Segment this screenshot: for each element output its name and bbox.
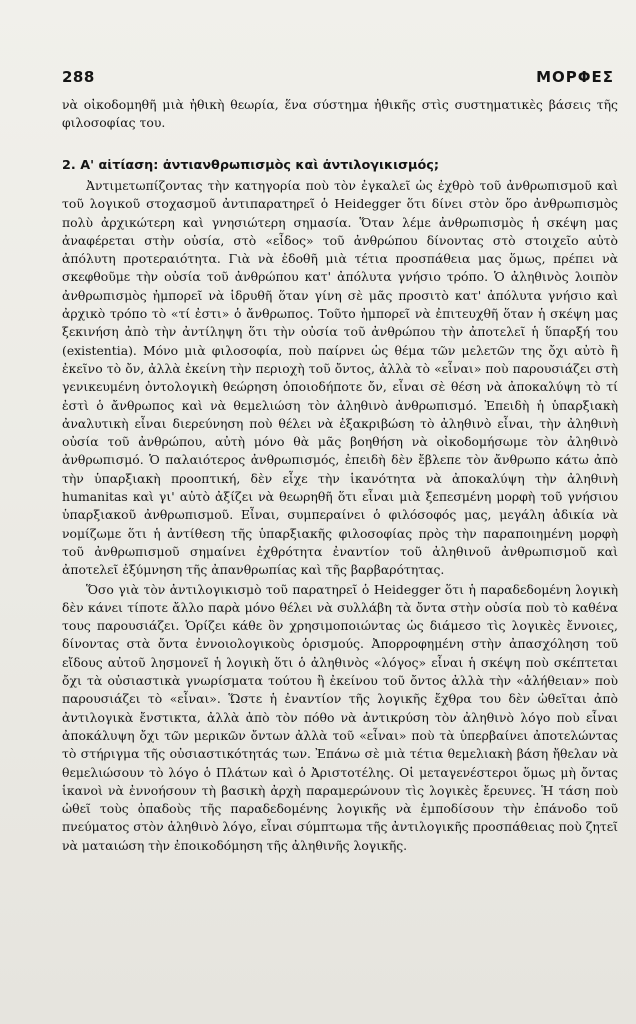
- carryover-paragraph: νὰ οἰκοδομηθῆ μιὰ ἠθικὴ θεωρία, ἕνα σύστημα ἠθικῆς στὶς συστηματικὲς βάσεις τῆς φιλοσοφίας του.: [62, 97, 618, 131]
- body-paragraph-humanism: Ἀντιμετωπίζοντας τὴν κατηγορία ποὺ τὸν ἐγκαλεῖ ὡς ἐχθρὸ τοῦ ἀνθρωπισμοῦ καὶ τοῦ λογικοῦ στοχασμοῦ ἀντιπαρατηρεῖ ὁ Heidegger ὅτι δίνει στὸν ὅρο ἀνθρωπισμὸς πολὺ ἀρχικώτερη καὶ γνησιώτερη σημασία. Ὅταν λέμε ἀνθρωπισμὸς ἡ σκέψη μας ἀναφέρεται στὴν οὐσία, στὸ «εἶδος» τοῦ ἀνθρώπου δίνοντας στὸ στοιχεῖο αὐτὸ ἀπόλυτη προτεραιότητα. Γιὰ νὰ ἐδοθῆ μιὰ τέτια προσπάθεια μας ὅμως, πρέπει νὰ σκεφθοῦμε τὴν οὐσία τοῦ ἀνθρώπου κατ' ἀπόλυτα γνήσιο τρόπο. Ὁ ἀληθινὸς λοιπὸν ἀνθρωπισμὸς ἠμπορεῖ νὰ ἱδρυθῆ ὅταν γίνη σὲ μᾶς προσιτὸ κατ' ἀπόλυτα γνήσιο καὶ ἀρχικὸ τρόπο τὸ «τί ἐστι» ὁ ἄνθρωπος. Τοῦτο ἠμπορεῖ νὰ ἐπιτευχθῆ ὅταν ἡ σκέψη μας ξεκινήση ἀπὸ τὴν ἀντίληψη ὅτι τὴν οὐσία τοῦ ἀνθρώπου τὴν ἀποτελεῖ ἡ ὕπαρξή του (existentia). Μόνο μιὰ φιλοσοφία, ποὺ παίρνει ὡς θέμα τῶν μελετῶν της ὄχι αὐτὸ ἢ ἐκεῖνο τὸ ὄν, ἀλλὰ ἐκείνη τὴν περιοχὴ τοῦ ὄντος, ἀλλὰ τὸ «εἶναι» ποὺ παρουσιάζει στὴ γενικευμένη ὀντολογικὴ θεώρηση ὁποιοδήποτε ὄν, εἶναι σὲ θέση νὰ ἀποκαλύψη τὸ τί ἐστὶ ὁ ἄνθρωπος καὶ νὰ θεμελιώση τὸν ἀληθινὸ ἀνθρωπισμό. Ἐπειδὴ ἡ ὑπαρξιακὴ ἀναλυτικὴ εἶναι διερεύνηση ποὺ θέλει νὰ ἐξακριβώση τὸ ἀληθινὸ εἶναι, τὴν ἀληθινὴ οὐσία τοῦ ἀνθρώπου, αὐτὴ μόνο θὰ μᾶς βοηθήση νὰ οἰκοδομήσωμε τὸν ἀληθινὸ ἀνθρωπισμό. Ὁ παλαιότερος ἀνθρωπισμός, ἐπειδὴ δὲν ἔβλεπε τὸν ἄνθρωπο κάτω ἀπὸ τὴν ὑπαρξιακὴ προοπτική, δὲν εἶχε τὴν ἱκανότητα νὰ ἀποκαλύψη τὴν ἀληθινὴ humanitas καὶ γι' αὐτὸ ἀξίζει νὰ θεωρηθῆ ὅτι εἶναι μιὰ ξεπεσμένη μορφὴ τοῦ γνήσιου ὑπαρξιακοῦ ἀνθρωπισμοῦ. Εἶναι, συμπεραίνει ὁ φιλόσοφός μας, μεγάλη ἀδικία νὰ νομίζωμε ὅτι ἡ ἀντίθεση τῆς ὑπαρξιακῆς φιλοσοφίας πρὸς τὴν παραποιημένη μορφὴ τοῦ ἀνθρωπισμοῦ σημαίνει ἐχθρότητα ἐναντίον τοῦ ἀληθινοῦ ἀνθρωπισμοῦ καὶ ἀποτελεῖ ἐξύμνηση τῆς ἀπανθρωπίας καὶ τῆς βαρβαρότητας.: [62, 178, 618, 578]
- running-title: ΜΟΡΦΕΣ: [536, 68, 614, 86]
- body-paragraph-logicism: Ὅσο γιὰ τὸν ἀντιλογικισμὸ τοῦ παρατηρεῖ ὁ Heidegger ὅτι ἡ παραδεδομένη λογικὴ δὲν κάνει τίποτε ἄλλο παρὰ μόνο θέλει νὰ συλλάβη τὰ ὄντα στὴν οὐσία ποὺ τὸ καθένα τους παρουσιάζει. Ὁρίζει κάθε ὂν χρησιμοποιώντας ὡς διάμεσο τὶς λογικὲς ἔννοιες, δίνοντας στὰ ὄντα ἐννοιολογικοὺς ὁρισμούς. Ἀπορροφημένη στὴν ἀπασχόληση τοῦ εἴδους αὐτοῦ λησμονεῖ ἡ λογικὴ ὅτι ὁ ἀληθινὸς «λόγος» εἶναι ἡ σκέψη ποὺ σκέπτεται ὄχι τὰ οὐσιαστικὰ γνωρίσματα τούτου ἢ ἐκείνου τοῦ ὄντος ἀλλὰ τὴν «ἀλήθειαν» ποὺ παρουσιάζει τὸ «εἶναι». Ὥστε ἡ ἐναντίον τῆς λογικῆς ἔχθρα του δὲν ὠθεῖται ἀπὸ ἀντιλογικὰ ἔνστικτα, ἀλλὰ ἀπὸ τὸν πόθο νὰ ἀντικρύση τὸν ἀληθινὸ λόγο ποὺ εἶναι ἀποκάλυψη ὄχι τῶν μερικῶν ὄντων ἀλλὰ τοῦ «εἶναι» ποὺ τὰ ὑπερβαίνει ἀποτελώντας τὸ στήριγμα τῆς οὐσιαστικότητάς των. Ἐπάνω σὲ μιὰ τέτια θεμελιακὴ βάση ἤθελαν νὰ θεμελιώσουν τὸ λόγο ὁ Πλάτων καὶ ὁ Ἀριστοτέλης. Οἱ μεταγενέστεροι ὅμως μὴ ὄντας ἱκανοὶ νὰ ἐννοήσουν τὴ βασικὴ ἀρχὴ παραμερώνουν τὶς λογικὲς ἔρευνες. Ἡ τάση ποὺ ὠθεῖ τοὺς ὀπαδοὺς τῆς παραδεδομένης λογικῆς νὰ ἐμποδίσουν τὴν ἐπάνοδο τοῦ πνεύματος στὸν ἀληθινὸ λόγο, εἶναι σύμπτωμα τῆς ἀντιλογικῆς προσπάθειας ποὺ ζητεῖ νὰ ματαιώση τὴν ἐποικοδόμηση τῆς ἀληθινῆς λογικῆς.: [62, 581, 618, 853]
- section-2: [62, 158, 618, 855]
- page-number: 288: [62, 68, 95, 86]
- section-heading: 2. Α' αἰτίαση: ἀντιανθρωπισμὸς καὶ ἀντιλογικισμός;: [62, 158, 439, 173]
